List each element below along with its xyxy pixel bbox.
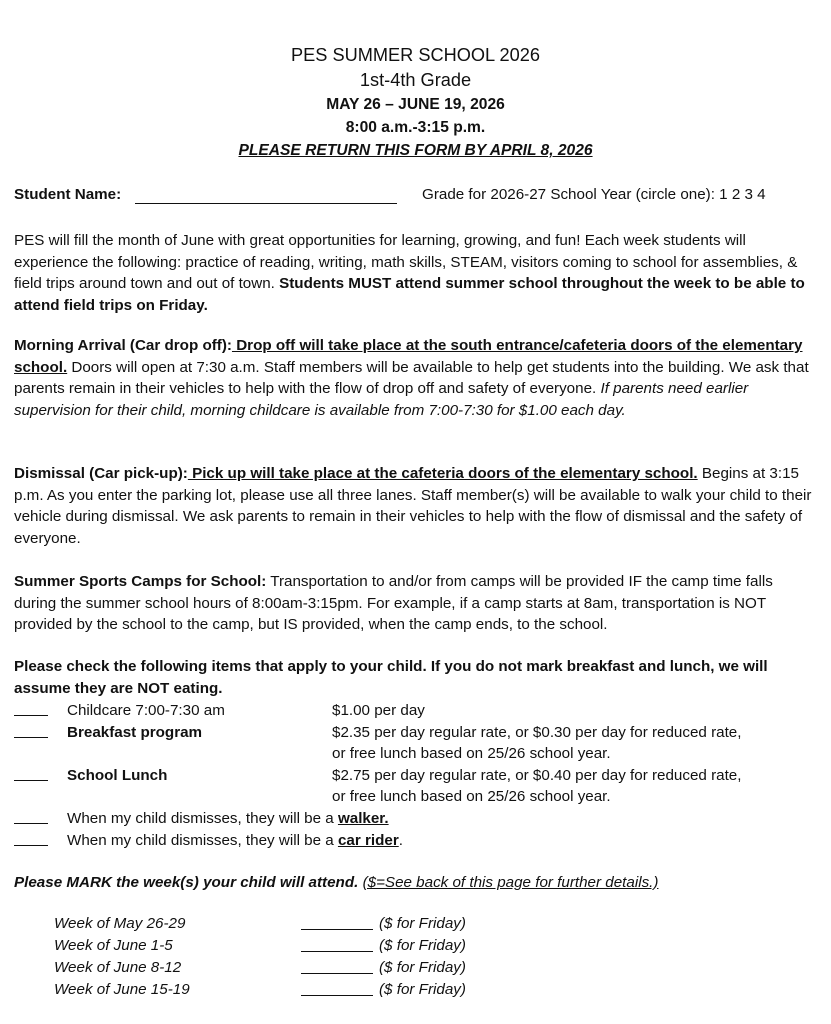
grade-select-label[interactable]: Grade for 2026-27 School Year (circle one): 1 2 3 4 (422, 186, 766, 203)
return-deadline: PLEASE RETURN THIS FORM BY APRIL 8, 2026 (238, 142, 593, 159)
item-lunch-cont (14, 786, 817, 808)
week-label: Week of June 8-12 (54, 959, 182, 976)
arrival-paragraph (14, 335, 817, 421)
car-rider-text (67, 830, 403, 852)
grade-range: 1st-4th Grade (359, 70, 472, 90)
friday-note: ($ for Friday) (379, 959, 466, 976)
rider-prefix: When my child dismisses, they will be a (67, 831, 338, 849)
friday-note: ($ for Friday) (379, 981, 466, 998)
arrival-childcare-note: If parents need earlier supervision for their child, morning childcare is available from 7:00-7:30 for $1.00 each day. (14, 380, 749, 419)
walker-checkbox[interactable] (14, 808, 48, 824)
student-name-field[interactable] (135, 181, 397, 204)
student-info-row (14, 184, 817, 207)
week-mark-field[interactable] (301, 935, 373, 952)
week-label: Week of May 26-29 (54, 915, 186, 932)
weeks-note: ($=See back of this page for further details.) (362, 874, 659, 891)
car-rider-checkbox[interactable] (14, 830, 48, 846)
item-price: $1.00 per day (332, 702, 425, 719)
intro-bold-text: Students MUST attend summer school throughout the week to be able to attend field trips on Friday. (14, 275, 805, 314)
car-rider-word: car rider (337, 831, 399, 849)
week-mark-field[interactable] (301, 957, 373, 974)
weeks-list (54, 913, 554, 1001)
session-dates: MAY 26 – JUNE 19, 2026 (326, 96, 505, 113)
item-childcare (14, 700, 817, 722)
camps-paragraph (14, 571, 817, 636)
friday-note: ($ for Friday) (379, 915, 466, 932)
friday-note: ($ for Friday) (379, 937, 466, 954)
dismissal-label: Dismissal (Car pick-up): (14, 465, 188, 482)
weeks-heading-text: Please MARK the week(s) your child will attend. (14, 874, 363, 891)
dismissal-location: Pick up will take place at the cafeteria doors of the elementary school. (187, 465, 698, 482)
week-row (54, 979, 554, 1001)
item-price: $2.35 per day regular rate, or $0.30 per day for reduced rate, (332, 723, 742, 741)
form-header (0, 43, 831, 162)
item-name: Childcare 7:00-7:30 am (67, 702, 225, 719)
week-mark-field[interactable] (301, 979, 373, 996)
camps-text: Transportation to and/or from camps will be provided IF the camp time falls during the summer school hours of 8:00am-3:15pm. For example, if a camp starts at 8am, transportation is NOT provided by the school to the camp, but IS provided, when the camp ends, to the school. (14, 573, 773, 634)
camps-label: Summer Sports Camps for School: (14, 573, 267, 590)
lunch-checkbox[interactable] (14, 765, 48, 781)
walker-text (67, 808, 389, 830)
student-name-label: Student Name: (14, 186, 122, 203)
form-title: PES SUMMER SCHOOL 2026 (291, 45, 540, 65)
walker-prefix: When my child dismisses, they will be a (67, 809, 338, 827)
item-walker (14, 808, 817, 830)
intro-text: PES will fill the month of June with great opportunities for learning, growing, and fun! Each week students will experience the following: practice of reading, writing, math skills, STEAM, visitors coming to school for assemblies, & field trips around town and out of town. (14, 232, 798, 293)
week-mark-field[interactable] (301, 913, 373, 930)
item-lunch (14, 765, 817, 787)
arrival-label: Morning Arrival (Car drop off): (14, 337, 232, 354)
intro-paragraph (14, 230, 817, 316)
session-time: 8:00 a.m.-3:15 p.m. (345, 119, 486, 136)
week-row (54, 957, 554, 979)
walker-word: walker. (337, 809, 389, 827)
rider-suffix: . (398, 831, 403, 849)
dismissal-text: Begins at 3:15 p.m. As you enter the parking lot, please use all three lanes. Staff member(s) will be available to walk your child to their vehicle during dismissal. We ask parents to remain in their vehicles to help with the flow of dismissal and the safety of everyone. (14, 465, 812, 547)
week-label: Week of June 1-5 (54, 937, 173, 954)
dismissal-paragraph (14, 463, 817, 549)
arrival-text: Doors will open at 7:30 a.m. Staff members will be available to help get students into the building. We ask that parents remain in their vehicles to help with the flow of drop off and safety of everyone. (14, 358, 809, 398)
arrival-location: Drop off will take place at the south entrance/cafeteria doors of the elementary school. (14, 337, 803, 376)
item-name: School Lunch (67, 766, 168, 784)
item-breakfast-cont (14, 743, 817, 765)
item-price-cont: or free lunch based on 25/26 school year. (332, 745, 611, 763)
weeks-heading (14, 872, 817, 894)
week-row (54, 913, 554, 935)
item-car-rider (14, 830, 817, 852)
item-name: Breakfast program (67, 723, 203, 741)
item-price: $2.75 per day regular rate, or $0.40 per day for reduced rate, (332, 766, 742, 784)
week-row (54, 935, 554, 957)
week-label: Week of June 15-19 (54, 981, 190, 998)
check-heading: Please check the following items that apply to your child. If you do not mark breakfast and lunch, we will assume they are NOT eating. (14, 658, 768, 697)
item-price-cont: or free lunch based on 25/26 school year. (332, 788, 611, 806)
item-breakfast (14, 722, 817, 744)
breakfast-checkbox[interactable] (14, 722, 48, 738)
childcare-checkbox[interactable] (14, 700, 48, 716)
check-items (14, 700, 817, 851)
